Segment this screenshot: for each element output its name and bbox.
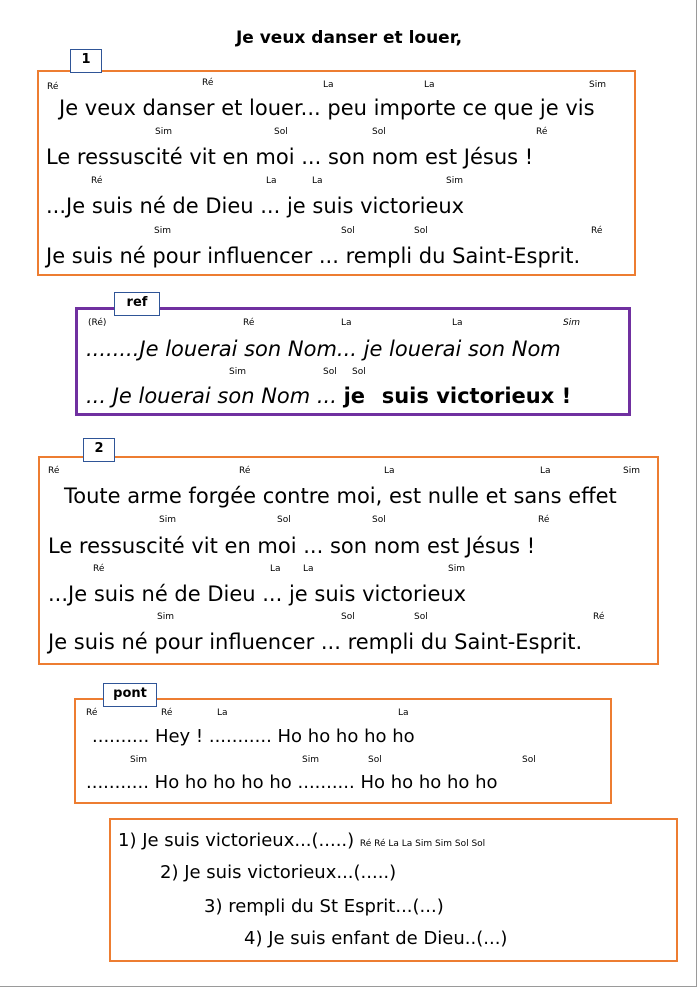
- verse-1-line-2: Le ressuscité vit en moi ... son nom est Jésus !: [46, 145, 534, 169]
- chord: Ré: [591, 226, 603, 236]
- chord: Ré: [161, 708, 173, 718]
- chord: Sim: [563, 318, 580, 328]
- chord: La: [540, 466, 551, 476]
- chord: La: [312, 176, 323, 186]
- chord: La: [270, 564, 281, 574]
- chord: Sim: [130, 755, 147, 765]
- ending-line-4: 4) Je suis enfant de Dieu..(...): [244, 928, 508, 949]
- chord: Sim: [302, 755, 319, 765]
- bridge-line-1: .......... Hey ! ........... Ho ho ho ho ho: [92, 726, 415, 747]
- verse-1-line-1: Je veux danser et louer... peu importe ce que je vis: [59, 96, 595, 120]
- chord: Sol: [414, 612, 428, 622]
- chord: Sim: [155, 127, 172, 137]
- chord: La: [424, 80, 435, 90]
- chord: La: [452, 318, 463, 328]
- chord: Ré: [202, 78, 214, 88]
- chord: Ré: [538, 515, 550, 525]
- chord: Sim: [159, 515, 176, 525]
- refrain-line-1: ........Je louerai son Nom... je louerai son Nom: [86, 337, 561, 361]
- song-title: Je veux danser et louer,: [235, 28, 463, 48]
- chord: Sol: [341, 226, 355, 236]
- chord: Ré: [47, 82, 59, 92]
- chord: Ré: [91, 176, 103, 186]
- ending-line-3: 3) rempli du St Esprit...(...): [204, 896, 444, 917]
- chord: Sim: [623, 466, 640, 476]
- chord: Sol: [522, 755, 536, 765]
- chord: La: [398, 708, 409, 718]
- chord: Sim: [157, 612, 174, 622]
- chord: Ré: [243, 318, 255, 328]
- chord: La: [341, 318, 352, 328]
- chord: Sol: [277, 515, 291, 525]
- verse-2-tag: 2: [83, 438, 115, 462]
- chord: Sol: [372, 515, 386, 525]
- verse-2-line-3: ...Je suis né de Dieu ... je suis victorieux: [48, 582, 467, 606]
- verse-1-line-3: ...Je suis né de Dieu ... je suis victorieux: [46, 194, 465, 218]
- chord: La: [217, 708, 228, 718]
- refrain-tag: ref: [114, 292, 160, 316]
- chord: Sim: [154, 226, 171, 236]
- chord: Sim: [448, 564, 465, 574]
- verse-2-line-4: Je suis né pour influencer ... rempli du Saint-Esprit.: [48, 630, 583, 654]
- chord: Sol: [368, 755, 382, 765]
- chord: Sol: [414, 226, 428, 236]
- chord: Ré: [593, 612, 605, 622]
- verse-1-tag: 1: [70, 49, 102, 73]
- verse-1-line-4: Je suis né pour influencer ... rempli du Saint-Esprit.: [46, 244, 581, 268]
- chord: La: [384, 466, 395, 476]
- verse-2-line-2: Le ressuscité vit en moi ... son nom est Jésus !: [48, 534, 536, 558]
- chord: Ré: [239, 466, 251, 476]
- chord: Sol: [274, 127, 288, 137]
- chord: La: [303, 564, 314, 574]
- chord: La: [266, 176, 277, 186]
- chord: Sim: [446, 176, 463, 186]
- refrain-line-2-bold-end: suis victorieux !: [381, 384, 572, 408]
- refrain-line-2: [86, 384, 571, 408]
- bridge-tag: pont: [103, 683, 157, 707]
- refrain-line-2-bold-je: je: [343, 384, 366, 408]
- chord: Ré: [48, 466, 60, 476]
- chord: Ré: [86, 708, 98, 718]
- chord: Sol: [323, 367, 337, 377]
- chord: Ré: [536, 127, 548, 137]
- chord: Sim: [229, 367, 246, 377]
- verse-2-line-1: Toute arme forgée contre moi, est nulle et sans effet: [64, 484, 617, 508]
- chord: Sol: [341, 612, 355, 622]
- bridge-line-2: ........... Ho ho ho ho ho .......... Ho ho ho ho ho: [86, 772, 498, 793]
- ending-line-1: [118, 830, 485, 851]
- chord: (Ré): [88, 318, 107, 328]
- chord: La: [323, 80, 334, 90]
- ending-line-1-chords: Ré Ré La La Sim Sim Sol Sol: [359, 839, 486, 849]
- chord: Sim: [589, 80, 606, 90]
- chord: Sol: [352, 367, 366, 377]
- ending-line-2: 2) Je suis victorieux...(.....): [160, 862, 397, 883]
- refrain-line-2-text: ... Je louerai son Nom ...: [86, 384, 337, 408]
- ending-line-1-text: 1) Je suis victorieux...(.....): [118, 830, 355, 851]
- chord: Sol: [372, 127, 386, 137]
- chord: Ré: [93, 564, 105, 574]
